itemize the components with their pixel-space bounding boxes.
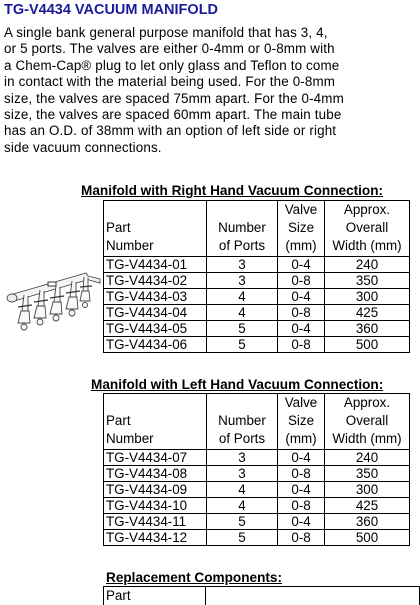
replacement-components-table <box>103 586 420 605</box>
cell-size: 0-4 <box>278 257 325 273</box>
cell-part: TG-V4434-02 <box>104 273 207 289</box>
right-hand-parts-table <box>103 200 410 353</box>
header-number-of-ports: Number of Ports <box>207 201 278 257</box>
cell-width: 500 <box>325 337 410 353</box>
cell-width: 240 <box>325 450 410 466</box>
table-row <box>104 530 410 546</box>
cell-ports: 5 <box>207 321 278 337</box>
cell-ports: 3 <box>207 257 278 273</box>
cell-width: 240 <box>325 257 410 273</box>
header-part: Part <box>104 587 206 605</box>
cell-size: 0-4 <box>278 321 325 337</box>
cell-part: TG-V4434-12 <box>104 530 207 546</box>
description-line: a Chem-Cap® plug to let only glass and Teflon to come <box>4 57 340 73</box>
table-header-row <box>104 587 420 605</box>
cell-size: 0-4 <box>278 289 325 305</box>
table-row <box>104 289 410 305</box>
header-overall-width: Approx. Overall Width (mm) <box>325 394 410 450</box>
cell-width: 350 <box>325 466 410 482</box>
cell-ports: 4 <box>207 305 278 321</box>
cell-ports: 4 <box>207 289 278 305</box>
cell-part: TG-V4434-05 <box>104 321 207 337</box>
description-line: size, the valves are spaced 60mm apart. The main tube <box>4 107 342 123</box>
left-hand-parts-table <box>103 393 410 546</box>
header-overall-width: Approx. Overall Width (mm) <box>325 201 410 257</box>
header-description <box>206 587 420 605</box>
cell-part: TG-V4434-04 <box>104 305 207 321</box>
vacuum-manifold-illustration <box>4 265 102 335</box>
cell-width: 300 <box>325 289 410 305</box>
cell-ports: 5 <box>207 337 278 353</box>
header-valve-size: Valve Size (mm) <box>278 394 325 450</box>
cell-size: 0-8 <box>278 498 325 514</box>
cell-ports: 5 <box>207 514 278 530</box>
header-part-number: Part Number <box>104 394 207 450</box>
table-row <box>104 337 410 353</box>
cell-ports: 3 <box>207 466 278 482</box>
table-row <box>104 450 410 466</box>
description-line: A single bank general purpose manifold that has 3, 4, <box>4 25 328 40</box>
table-row <box>104 498 410 514</box>
description-line: or 5 ports. The valves are either 0-4mm or 0-8mm with <box>4 41 335 57</box>
cell-width: 425 <box>325 498 410 514</box>
description-line: has an O.D. of 38mm with an option of left side or right <box>4 123 337 139</box>
cell-part: TG-V4434-01 <box>104 257 207 273</box>
cell-width: 360 <box>325 321 410 337</box>
cell-part: TG-V4434-06 <box>104 337 207 353</box>
cell-size: 0-4 <box>278 514 325 530</box>
cell-size: 0-8 <box>278 466 325 482</box>
description-line: side vacuum connections. <box>4 139 162 155</box>
cell-part: TG-V4434-07 <box>104 450 207 466</box>
cell-size: 0-4 <box>278 482 325 498</box>
table-header-row <box>104 394 410 450</box>
cell-size: 0-8 <box>278 337 325 353</box>
cell-part: TG-V4434-10 <box>104 498 207 514</box>
header-part-number: Part Number <box>104 201 207 257</box>
page-title: TG-V4434 VACUUM MANIFOLD <box>4 2 219 18</box>
cell-ports: 5 <box>207 530 278 546</box>
cell-part: TG-V4434-08 <box>104 466 207 482</box>
header-valve-size: Valve Size (mm) <box>278 201 325 257</box>
cell-ports: 4 <box>207 498 278 514</box>
description-line: size, the valves are spaced 75mm apart. For the 0-4mm <box>4 90 344 106</box>
table-row <box>104 482 410 498</box>
cell-width: 350 <box>325 273 410 289</box>
cell-ports: 3 <box>207 450 278 466</box>
left-hand-table-caption: Manifold with Left Hand Vacuum Connection: <box>91 377 384 392</box>
table-row <box>104 514 410 530</box>
cell-width: 360 <box>325 514 410 530</box>
table-header-row <box>104 201 410 257</box>
table-row <box>104 305 410 321</box>
cell-part: TG-V4434-03 <box>104 289 207 305</box>
table-row <box>104 466 410 482</box>
cell-width: 300 <box>325 482 410 498</box>
header-number-of-ports: Number of Ports <box>207 394 278 450</box>
table-row <box>104 257 410 273</box>
cell-ports: 4 <box>207 482 278 498</box>
cell-ports: 3 <box>207 273 278 289</box>
table-row <box>104 273 410 289</box>
cell-width: 425 <box>325 305 410 321</box>
description-paragraph <box>4 25 414 156</box>
table-row <box>104 321 410 337</box>
right-hand-table-caption: Manifold with Right Hand Vacuum Connection: <box>81 183 384 198</box>
cell-size: 0-8 <box>278 305 325 321</box>
cell-size: 0-8 <box>278 530 325 546</box>
cell-part: TG-V4434-11 <box>104 514 207 530</box>
cell-size: 0-8 <box>278 273 325 289</box>
cell-size: 0-4 <box>278 450 325 466</box>
description-line: in contact with the material being used. For the 0-8mm <box>4 74 336 90</box>
cell-width: 500 <box>325 530 410 546</box>
cell-part: TG-V4434-09 <box>104 482 207 498</box>
replacement-components-caption: Replacement Components: <box>106 570 282 585</box>
